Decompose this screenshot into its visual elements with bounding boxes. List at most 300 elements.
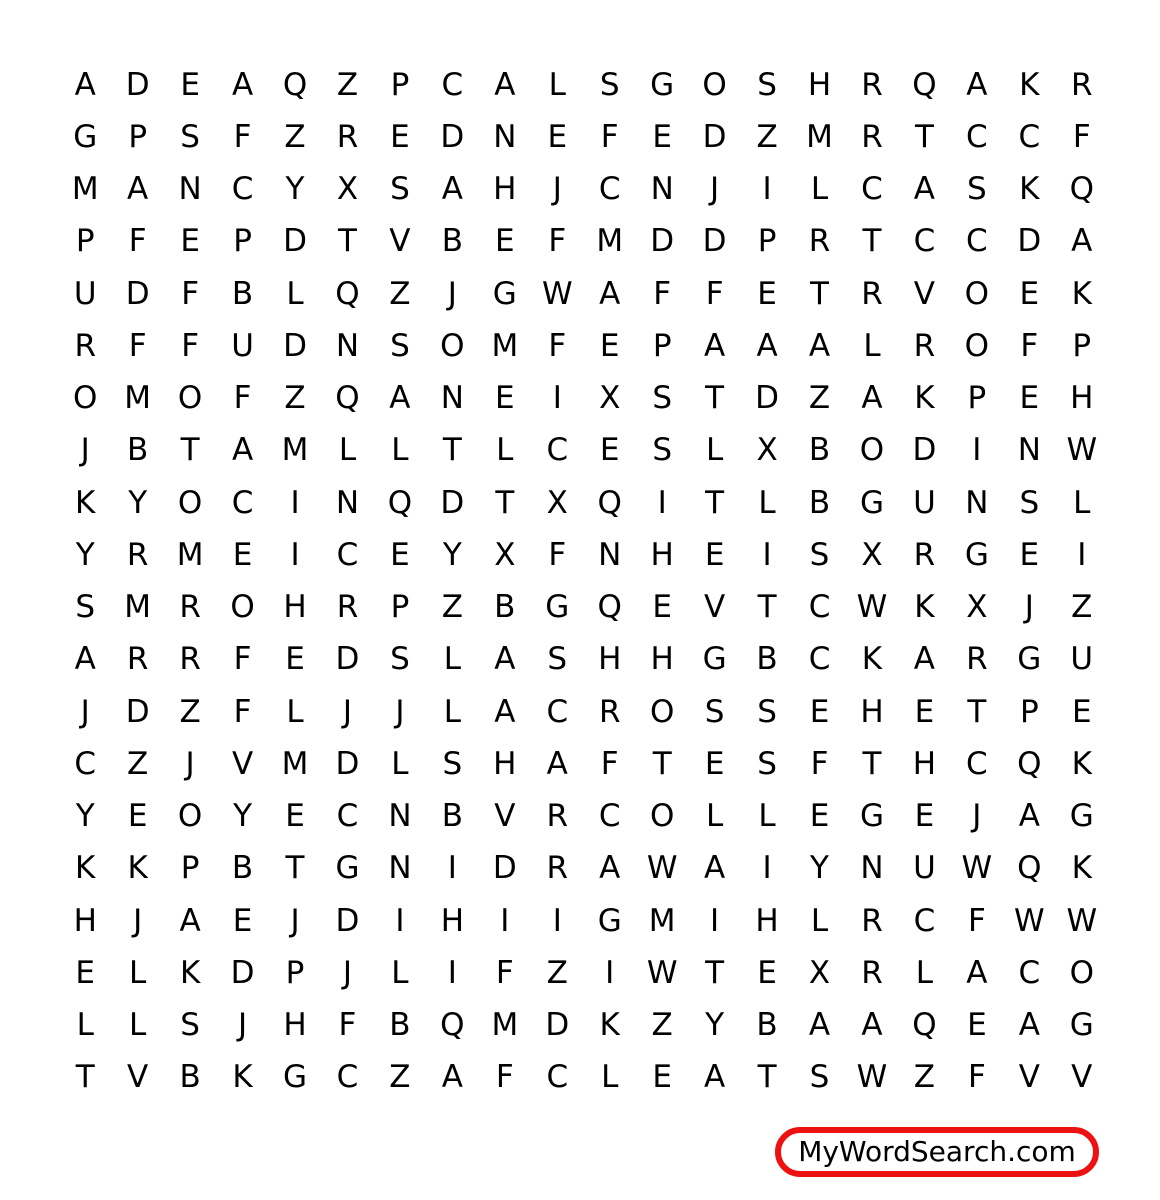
grid-letter-r7c10[interactable]: I [552, 380, 562, 417]
grid-letter-r17c13[interactable]: I [710, 902, 720, 939]
grid-letter-r11c18[interactable]: X [966, 589, 988, 626]
grid-letter-r11c1[interactable]: S [75, 589, 96, 626]
grid-letter-r3c4[interactable]: C [231, 171, 254, 208]
grid-letter-r8c13[interactable]: L [705, 432, 724, 469]
grid-letter-r17c11[interactable]: G [597, 902, 622, 939]
grid-letter-r20c14[interactable]: T [757, 1059, 777, 1096]
grid-letter-r19c4[interactable]: J [237, 1007, 248, 1044]
grid-letter-r18c7[interactable]: L [391, 954, 409, 991]
grid-letter-r8c1[interactable]: J [80, 432, 90, 469]
grid-letter-r16c15[interactable]: Y [810, 850, 829, 887]
grid-letter-r9c20[interactable]: L [1073, 484, 1091, 521]
grid-letter-r6c11[interactable]: E [599, 327, 620, 364]
grid-letter-r6c15[interactable]: A [808, 327, 831, 364]
grid-letter-r2c3[interactable]: S [180, 118, 200, 155]
mywordsearch-logo-badge[interactable] [775, 1127, 1099, 1177]
grid-letter-r13c4[interactable]: F [233, 693, 252, 730]
grid-letter-r9c6[interactable]: N [335, 484, 360, 521]
grid-letter-r8c16[interactable]: O [859, 432, 885, 469]
grid-letter-r11c8[interactable]: Z [441, 589, 463, 626]
grid-letter-r18c20[interactable]: O [1069, 954, 1094, 991]
grid-letter-r1c12[interactable]: G [650, 66, 675, 103]
grid-letter-r7c12[interactable]: S [652, 380, 672, 417]
grid-letter-r10c5[interactable]: I [290, 536, 300, 573]
grid-letter-r1c13[interactable]: O [702, 66, 727, 103]
grid-letter-r17c16[interactable]: R [861, 902, 883, 939]
grid-letter-r18c18[interactable]: A [966, 954, 988, 991]
grid-letter-r7c1[interactable]: O [73, 380, 98, 417]
grid-letter-r8c8[interactable]: T [442, 432, 462, 469]
grid-letter-r15c19[interactable]: A [1018, 798, 1040, 835]
grid-letter-r12c7[interactable]: S [390, 641, 410, 678]
grid-letter-r8c15[interactable]: B [808, 432, 831, 469]
grid-letter-r17c20[interactable]: W [1066, 902, 1098, 939]
grid-letter-r5c12[interactable]: F [653, 275, 672, 312]
grid-letter-r16c3[interactable]: P [180, 850, 200, 887]
grid-letter-r6c13[interactable]: A [704, 327, 726, 364]
grid-letter-r9c14[interactable]: L [758, 484, 776, 521]
grid-letter-r4c17[interactable]: C [913, 223, 936, 260]
grid-letter-r2c20[interactable]: F [1072, 118, 1091, 155]
grid-letter-r17c6[interactable]: D [335, 902, 360, 939]
grid-letter-r12c9[interactable]: A [494, 641, 516, 678]
grid-letter-r5c9[interactable]: G [492, 275, 517, 312]
grid-letter-r15c13[interactable]: L [705, 798, 724, 835]
grid-letter-r12c1[interactable]: A [74, 641, 96, 678]
grid-letter-r10c1[interactable]: Y [75, 536, 95, 573]
grid-letter-r10c6[interactable]: C [336, 536, 359, 573]
grid-letter-r1c3[interactable]: E [180, 66, 200, 103]
grid-letter-r19c18[interactable]: E [967, 1007, 987, 1044]
grid-letter-r11c20[interactable]: Z [1071, 589, 1093, 626]
grid-letter-r15c3[interactable]: O [177, 798, 203, 835]
grid-letter-r4c19[interactable]: D [1017, 223, 1042, 260]
grid-letter-r11c10[interactable]: G [545, 589, 570, 626]
grid-letter-r2c14[interactable]: Z [756, 118, 778, 155]
grid-letter-r15c18[interactable]: J [972, 798, 982, 835]
grid-letter-r3c2[interactable]: A [127, 171, 149, 208]
grid-letter-r19c10[interactable]: D [545, 1007, 570, 1044]
grid-letter-r17c4[interactable]: E [232, 902, 253, 939]
grid-letter-r6c2[interactable]: F [128, 327, 147, 364]
grid-letter-r2c2[interactable]: P [128, 118, 148, 155]
grid-letter-r19c12[interactable]: Z [651, 1007, 673, 1044]
grid-letter-r16c6[interactable]: G [335, 850, 360, 887]
grid-letter-r6c5[interactable]: D [283, 327, 307, 364]
grid-letter-r2c19[interactable]: C [1018, 118, 1041, 155]
grid-letter-r4c12[interactable]: D [650, 223, 675, 260]
grid-letter-r11c12[interactable]: E [652, 589, 672, 626]
grid-letter-r17c18[interactable]: F [967, 902, 986, 939]
grid-letter-r1c14[interactable]: S [757, 66, 777, 103]
grid-letter-r9c2[interactable]: Y [128, 484, 148, 521]
grid-letter-r3c17[interactable]: A [913, 171, 936, 208]
grid-letter-r6c7[interactable]: S [390, 327, 410, 364]
grid-letter-r18c14[interactable]: E [757, 954, 777, 991]
grid-letter-r13c17[interactable]: E [914, 693, 935, 730]
grid-letter-r5c3[interactable]: F [181, 275, 200, 312]
grid-letter-r1c17[interactable]: Q [912, 66, 937, 103]
grid-letter-r8c18[interactable]: I [972, 432, 982, 469]
grid-letter-r4c7[interactable]: V [389, 223, 411, 260]
grid-letter-r3c5[interactable]: Y [285, 171, 305, 208]
grid-letter-r12c6[interactable]: D [335, 641, 360, 678]
grid-letter-r12c13[interactable]: G [702, 641, 727, 678]
grid-letter-r5c17[interactable]: V [913, 275, 936, 312]
grid-letter-r2c5[interactable]: Z [284, 118, 306, 155]
grid-letter-r11c11[interactable]: Q [597, 589, 622, 626]
grid-letter-r3c8[interactable]: A [441, 171, 463, 208]
grid-letter-r5c1[interactable]: U [73, 275, 97, 312]
grid-letter-r7c7[interactable]: A [389, 380, 411, 417]
grid-letter-r14c20[interactable]: K [1071, 745, 1092, 782]
grid-letter-r4c20[interactable]: A [1071, 223, 1093, 260]
grid-letter-r11c16[interactable]: W [856, 589, 888, 626]
grid-letter-r6c20[interactable]: P [1072, 327, 1092, 364]
grid-letter-r16c9[interactable]: D [492, 850, 517, 887]
grid-letter-r6c3[interactable]: F [181, 327, 200, 364]
grid-letter-r15c1[interactable]: Y [75, 798, 95, 835]
grid-letter-r5c14[interactable]: E [757, 275, 777, 312]
grid-letter-r20c9[interactable]: F [495, 1059, 514, 1096]
grid-letter-r1c6[interactable]: Z [336, 66, 359, 103]
grid-letter-r3c11[interactable]: C [598, 171, 621, 208]
grid-letter-r15c20[interactable]: G [1069, 798, 1094, 835]
grid-letter-r11c19[interactable]: J [1024, 589, 1034, 626]
grid-letter-r10c11[interactable]: N [598, 536, 622, 573]
grid-letter-r8c5[interactable]: M [281, 432, 309, 469]
grid-letter-r1c10[interactable]: L [548, 66, 566, 103]
grid-letter-r10c19[interactable]: E [1019, 536, 1040, 573]
grid-letter-r18c11[interactable]: I [605, 954, 615, 991]
grid-letter-r15c15[interactable]: E [809, 798, 830, 835]
grid-letter-r10c16[interactable]: X [861, 536, 883, 573]
grid-letter-r5c5[interactable]: L [286, 275, 304, 312]
grid-letter-r7c4[interactable]: F [233, 380, 252, 417]
grid-letter-r10c18[interactable]: G [964, 536, 989, 573]
grid-letter-r19c8[interactable]: Q [440, 1007, 465, 1044]
grid-letter-r1c8[interactable]: C [441, 66, 464, 103]
grid-letter-r11c17[interactable]: K [914, 589, 935, 626]
grid-letter-r10c10[interactable]: F [548, 536, 567, 573]
grid-letter-r15c6[interactable]: C [336, 798, 359, 835]
grid-letter-r15c11[interactable]: C [598, 798, 621, 835]
grid-letter-r12c15[interactable]: C [808, 641, 831, 678]
grid-letter-r8c10[interactable]: C [546, 432, 569, 469]
grid-letter-r6c17[interactable]: R [913, 327, 936, 364]
grid-letter-r14c17[interactable]: H [912, 745, 937, 782]
grid-letter-r3c9[interactable]: H [493, 171, 517, 208]
grid-letter-r10c2[interactable]: R [126, 536, 149, 573]
grid-letter-r18c6[interactable]: J [342, 954, 353, 991]
grid-letter-r18c1[interactable]: E [75, 954, 96, 991]
grid-letter-r11c9[interactable]: B [494, 589, 516, 626]
grid-letter-r2c16[interactable]: R [861, 118, 883, 155]
grid-letter-r10c20[interactable]: I [1077, 536, 1087, 573]
grid-letter-r15c14[interactable]: L [758, 798, 776, 835]
grid-letter-r1c9[interactable]: A [494, 66, 516, 103]
grid-letter-r16c7[interactable]: N [388, 850, 412, 887]
grid-letter-r3c14[interactable]: I [762, 171, 772, 208]
grid-letter-r14c12[interactable]: T [652, 745, 672, 782]
grid-letter-r1c11[interactable]: S [599, 66, 620, 103]
grid-letter-r15c17[interactable]: E [914, 798, 935, 835]
grid-letter-r11c3[interactable]: R [179, 589, 201, 626]
grid-letter-r18c4[interactable]: D [230, 954, 255, 991]
grid-letter-r11c4[interactable]: O [230, 589, 255, 626]
grid-letter-r14c8[interactable]: S [442, 745, 463, 782]
grid-letter-r18c10[interactable]: Z [546, 954, 568, 991]
grid-letter-r18c3[interactable]: K [179, 954, 201, 991]
grid-letter-r18c19[interactable]: C [1018, 954, 1041, 991]
grid-letter-r20c17[interactable]: Z [913, 1059, 936, 1096]
grid-letter-r20c4[interactable]: K [232, 1059, 253, 1096]
grid-letter-r1c19[interactable]: K [1019, 66, 1040, 103]
grid-letter-r12c11[interactable]: H [598, 641, 622, 678]
grid-letter-r16c2[interactable]: K [127, 850, 148, 887]
grid-letter-r3c1[interactable]: M [71, 171, 99, 208]
grid-letter-r20c3[interactable]: B [179, 1059, 201, 1096]
grid-letter-r5c2[interactable]: D [125, 275, 150, 312]
grid-letter-r19c20[interactable]: G [1069, 1007, 1094, 1044]
grid-letter-r2c1[interactable]: G [73, 118, 98, 155]
grid-letter-r20c8[interactable]: A [441, 1059, 463, 1096]
grid-letter-r5c8[interactable]: J [447, 275, 457, 312]
grid-letter-r7c6[interactable]: Q [335, 380, 360, 417]
grid-letter-r20c5[interactable]: G [283, 1059, 308, 1096]
grid-letter-r17c3[interactable]: A [179, 902, 201, 939]
grid-letter-r3c19[interactable]: K [1019, 171, 1040, 208]
grid-letter-r6c9[interactable]: M [491, 327, 519, 364]
grid-letter-r9c17[interactable]: U [913, 484, 936, 521]
grid-letter-r13c6[interactable]: J [342, 693, 353, 730]
grid-letter-r7c20[interactable]: H [1070, 380, 1094, 417]
grid-letter-r9c8[interactable]: D [440, 484, 465, 521]
grid-letter-r9c4[interactable]: C [231, 484, 254, 521]
grid-letter-r15c7[interactable]: N [388, 798, 412, 835]
grid-letter-r9c1[interactable]: K [75, 484, 96, 521]
grid-letter-r14c19[interactable]: Q [1017, 745, 1042, 782]
grid-letter-r16c18[interactable]: W [961, 850, 993, 887]
grid-letter-r5c11[interactable]: A [599, 275, 621, 312]
grid-letter-r8c17[interactable]: D [912, 432, 937, 469]
grid-letter-r16c5[interactable]: T [285, 850, 305, 887]
grid-letter-r20c13[interactable]: A [704, 1059, 726, 1096]
grid-letter-r18c8[interactable]: I [447, 954, 457, 991]
grid-letter-r14c15[interactable]: F [810, 745, 829, 782]
grid-letter-r2c7[interactable]: E [390, 118, 410, 155]
grid-letter-r15c8[interactable]: B [441, 798, 463, 835]
grid-letter-r13c12[interactable]: O [649, 693, 675, 730]
grid-letter-r5c19[interactable]: E [1019, 275, 1040, 312]
grid-letter-r7c3[interactable]: O [177, 380, 203, 417]
grid-letter-r4c4[interactable]: P [233, 223, 252, 260]
grid-letter-r6c4[interactable]: U [231, 327, 254, 364]
grid-letter-r19c19[interactable]: A [1018, 1007, 1040, 1044]
grid-letter-r14c9[interactable]: H [493, 745, 517, 782]
grid-letter-r5c20[interactable]: K [1071, 275, 1092, 312]
grid-letter-r16c8[interactable]: I [447, 850, 457, 887]
grid-letter-r11c7[interactable]: P [390, 589, 410, 626]
grid-letter-r8c2[interactable]: B [127, 432, 149, 469]
grid-letter-r20c10[interactable]: C [546, 1059, 569, 1096]
grid-letter-r19c15[interactable]: A [808, 1007, 831, 1044]
grid-letter-r13c3[interactable]: Z [179, 693, 201, 730]
grid-letter-r14c3[interactable]: J [185, 745, 195, 782]
grid-letter-r6c10[interactable]: F [548, 327, 567, 364]
grid-letter-r15c2[interactable]: E [127, 798, 148, 835]
grid-letter-r12c19[interactable]: G [1017, 641, 1042, 678]
grid-letter-r14c2[interactable]: Z [127, 745, 149, 782]
grid-letter-r16c11[interactable]: A [599, 850, 621, 887]
grid-letter-r3c3[interactable]: N [178, 171, 202, 208]
grid-letter-r15c12[interactable]: O [649, 798, 675, 835]
grid-letter-r14c10[interactable]: A [546, 745, 568, 782]
grid-letter-r17c9[interactable]: I [500, 902, 510, 939]
grid-letter-r2c8[interactable]: D [440, 118, 465, 155]
grid-letter-r12c4[interactable]: F [233, 641, 252, 678]
grid-letter-r7c9[interactable]: E [495, 380, 515, 417]
grid-letter-r8c19[interactable]: N [1017, 432, 1041, 469]
grid-letter-r3c6[interactable]: X [336, 171, 359, 208]
grid-letter-r8c20[interactable]: W [1066, 432, 1098, 469]
grid-letter-r4c9[interactable]: E [495, 223, 515, 260]
grid-letter-r9c9[interactable]: T [495, 484, 515, 521]
grid-letter-r10c14[interactable]: I [762, 536, 772, 573]
grid-letter-r12c18[interactable]: R [966, 641, 988, 678]
grid-letter-r15c5[interactable]: E [285, 798, 305, 835]
grid-letter-r15c10[interactable]: R [546, 798, 569, 835]
grid-letter-r7c11[interactable]: X [599, 380, 621, 417]
grid-letter-r9c3[interactable]: O [177, 484, 203, 521]
grid-letter-r11c2[interactable]: M [124, 589, 152, 626]
grid-letter-r7c13[interactable]: T [705, 380, 725, 417]
grid-letter-r1c2[interactable]: D [125, 66, 150, 103]
grid-letter-r10c17[interactable]: R [913, 536, 936, 573]
grid-letter-r19c6[interactable]: F [338, 1007, 357, 1044]
grid-letter-r20c2[interactable]: V [127, 1059, 149, 1096]
grid-letter-r6c16[interactable]: L [863, 327, 881, 364]
grid-letter-r8c9[interactable]: L [496, 432, 514, 469]
grid-letter-r2c11[interactable]: F [600, 118, 619, 155]
grid-letter-r2c4[interactable]: F [233, 118, 252, 155]
grid-letter-r16c20[interactable]: K [1071, 850, 1092, 887]
grid-letter-r16c12[interactable]: W [646, 850, 678, 887]
grid-letter-r17c19[interactable]: W [1013, 902, 1045, 939]
grid-letter-r16c17[interactable]: U [913, 850, 936, 887]
grid-letter-r5c13[interactable]: F [705, 275, 724, 312]
grid-letter-r9c15[interactable]: B [808, 484, 831, 521]
grid-letter-r20c18[interactable]: F [967, 1059, 986, 1096]
grid-letter-r10c4[interactable]: E [232, 536, 253, 573]
grid-letter-r4c2[interactable]: F [128, 223, 147, 260]
grid-letter-r1c4[interactable]: A [231, 66, 254, 103]
grid-letter-r9c19[interactable]: S [1019, 484, 1040, 521]
grid-letter-r4c18[interactable]: C [966, 223, 988, 260]
grid-letter-r7c5[interactable]: Z [284, 380, 306, 417]
grid-letter-r18c17[interactable]: L [915, 954, 934, 991]
grid-letter-r12c14[interactable]: B [756, 641, 778, 678]
grid-letter-r17c7[interactable]: I [395, 902, 405, 939]
grid-letter-r19c14[interactable]: B [756, 1007, 778, 1044]
grid-letter-r3c20[interactable]: Q [1069, 171, 1094, 208]
grid-letter-r8c4[interactable]: A [231, 432, 254, 469]
grid-letter-r16c19[interactable]: Q [1017, 850, 1042, 887]
grid-letter-r7c17[interactable]: K [914, 380, 935, 417]
grid-letter-r19c9[interactable]: M [491, 1007, 519, 1044]
grid-letter-r5c16[interactable]: R [861, 275, 883, 312]
grid-letter-r20c20[interactable]: V [1071, 1059, 1093, 1096]
grid-letter-r14c18[interactable]: C [966, 745, 988, 782]
grid-letter-r13c8[interactable]: L [443, 693, 461, 730]
grid-letter-r18c2[interactable]: L [129, 954, 147, 991]
grid-letter-r4c6[interactable]: T [338, 223, 357, 260]
grid-letter-r1c20[interactable]: R [1071, 66, 1093, 103]
grid-letter-r8c11[interactable]: E [599, 432, 620, 469]
grid-letter-r2c15[interactable]: M [806, 118, 833, 155]
grid-letter-r14c14[interactable]: S [757, 745, 777, 782]
grid-letter-r16c16[interactable]: N [860, 850, 884, 887]
grid-letter-r7c2[interactable]: M [124, 380, 152, 417]
grid-letter-r1c15[interactable]: H [807, 66, 832, 103]
grid-letter-r18c16[interactable]: R [861, 954, 883, 991]
grid-letter-r10c12[interactable]: H [650, 536, 674, 573]
grid-letter-r5c4[interactable]: B [231, 275, 254, 312]
grid-letter-r11c14[interactable]: T [757, 589, 777, 626]
grid-letter-r20c16[interactable]: W [856, 1059, 888, 1096]
grid-letter-r3c7[interactable]: S [390, 171, 410, 208]
grid-letter-r3c18[interactable]: S [967, 171, 987, 208]
grid-letter-r18c9[interactable]: F [495, 954, 514, 991]
grid-letter-r14c6[interactable]: D [335, 745, 360, 782]
grid-letter-r13c10[interactable]: C [546, 693, 569, 730]
grid-letter-r9c16[interactable]: G [859, 484, 884, 521]
grid-letter-r10c7[interactable]: E [390, 536, 410, 573]
grid-letter-r18c15[interactable]: X [808, 954, 831, 991]
grid-letter-r5c10[interactable]: W [541, 275, 573, 312]
grid-letter-r17c5[interactable]: J [290, 902, 300, 939]
grid-letter-r14c4[interactable]: V [231, 745, 254, 782]
grid-letter-r11c5[interactable]: H [283, 589, 307, 626]
grid-letter-r17c8[interactable]: H [440, 902, 465, 939]
grid-letter-r2c6[interactable]: R [336, 118, 359, 155]
grid-letter-r17c2[interactable]: J [133, 902, 143, 939]
grid-letter-r1c16[interactable]: R [861, 66, 883, 103]
grid-letter-r13c9[interactable]: A [494, 693, 516, 730]
grid-letter-r4c1[interactable]: P [75, 223, 95, 260]
grid-letter-r11c15[interactable]: C [808, 589, 831, 626]
grid-letter-r4c11[interactable]: M [596, 223, 624, 260]
grid-letter-r4c10[interactable]: F [548, 223, 567, 260]
grid-letter-r15c16[interactable]: G [859, 798, 884, 835]
grid-letter-r14c5[interactable]: M [281, 745, 309, 782]
grid-letter-r12c3[interactable]: R [179, 641, 201, 678]
grid-letter-r12c20[interactable]: U [1070, 641, 1094, 678]
grid-letter-r1c1[interactable]: A [74, 66, 96, 103]
grid-letter-r2c12[interactable]: E [652, 118, 672, 155]
grid-letter-r6c1[interactable]: R [74, 327, 96, 364]
grid-letter-r10c15[interactable]: S [809, 536, 830, 573]
grid-letter-r8c12[interactable]: S [652, 432, 672, 469]
grid-letter-r8c3[interactable]: T [180, 432, 200, 469]
grid-letter-r13c18[interactable]: T [967, 693, 987, 730]
grid-letter-r20c7[interactable]: Z [389, 1059, 411, 1096]
grid-letter-r2c9[interactable]: N [493, 118, 517, 155]
grid-letter-r2c17[interactable]: T [914, 118, 934, 155]
grid-letter-r19c5[interactable]: H [283, 1007, 307, 1044]
grid-letter-r7c15[interactable]: Z [808, 380, 831, 417]
grid-letter-r20c12[interactable]: E [652, 1059, 672, 1096]
